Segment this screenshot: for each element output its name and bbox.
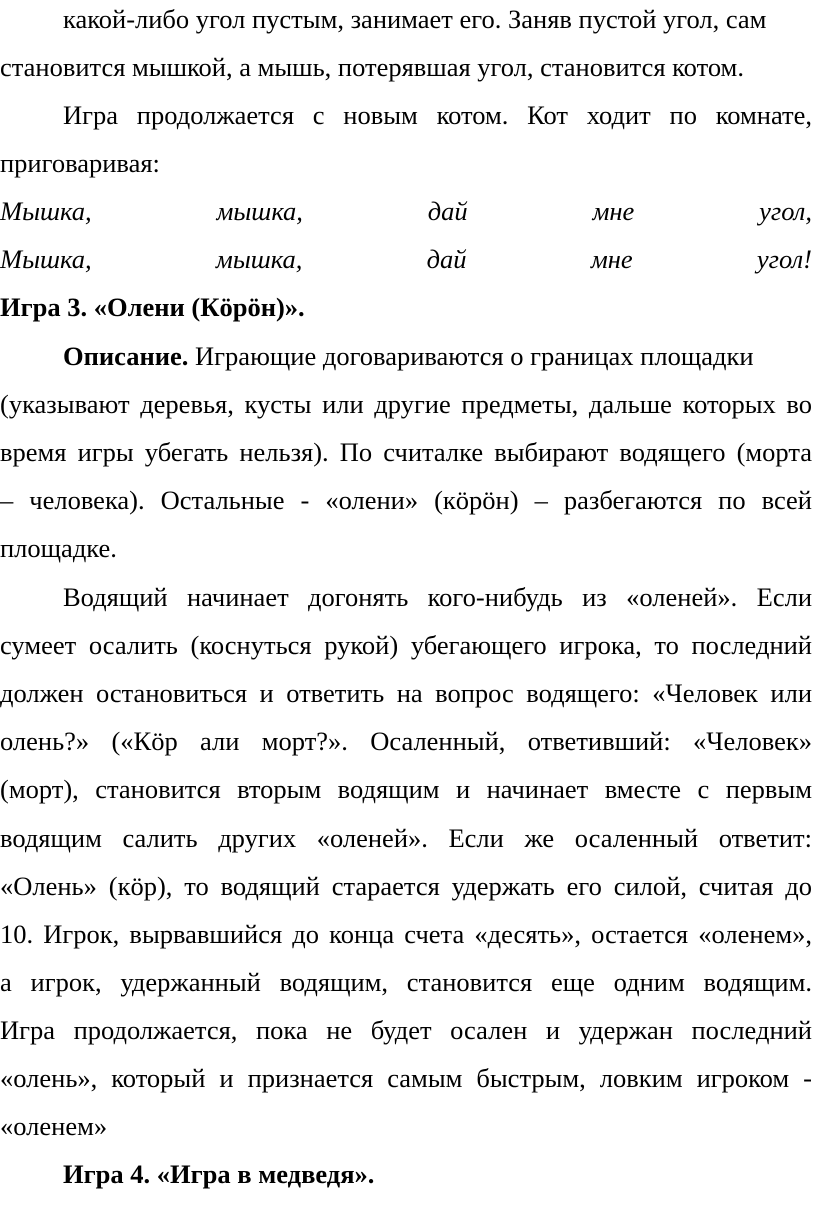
poem-word: Мышка,: [0, 244, 92, 274]
text-line: (морт), становится вторым водящим и начинает вместе с первым: [0, 774, 812, 804]
text-line: водящим салить других «оленей». Если же осаленный ответит:: [0, 823, 812, 853]
poem-word: мышка,: [216, 196, 303, 226]
description-label: Описание.: [63, 341, 189, 371]
text-line: должен остановиться и ответить на вопрос водящего: «Человек или: [0, 678, 812, 708]
poem-word: мне: [590, 244, 633, 274]
poem-word: дай: [426, 244, 467, 274]
text-line: олень?» («Кӧр али морт?». Осаленный, ответивший: «Человек»: [0, 726, 812, 756]
text-line: Игра продолжается с новым котом. Кот ходит по комнате,: [63, 100, 812, 130]
text-line: площадке.: [0, 533, 117, 563]
text-line: «Олень» (кӧр), то водящий старается удержать его силой, считая до: [0, 871, 812, 901]
text-line: время игры убегать нельзя). По считалке выбирают водящего (морта: [0, 437, 812, 467]
poem-word: дай: [427, 196, 468, 226]
text-line: [63, 340, 812, 372]
text-line: «оленем»: [0, 1111, 108, 1141]
text-line: Водящий начинает догонять кого-нибудь из «оленей». Если: [63, 582, 812, 612]
text-line: 10. Игрок, вырвавшийся до конца счета «десять», остается «оленем»,: [0, 919, 812, 949]
text-line: приговаривая:: [0, 148, 160, 178]
text-fragment: Играющие договариваются о границах площадки: [195, 341, 754, 371]
text-line: [63, 3, 812, 35]
poem-word: мышка,: [215, 244, 303, 274]
text-line: (указывают деревья, кусты или другие предметы, дальше которых во: [0, 389, 812, 419]
text-line: «олень», который и признается самым быстрым, ловким игроком -: [0, 1063, 812, 1093]
text-line: – человека). Остальные - «олени» (кӧрӧн) – разбегаются по всей: [0, 485, 812, 515]
section-heading: Игра 4. «Игра в медведя».: [63, 1159, 375, 1189]
poem-word: Мышка,: [0, 196, 92, 226]
poem-word: мне: [592, 196, 635, 226]
text-fragment: какой-либо угол пустым, занимает его. Заняв пустой угол, сам: [63, 4, 767, 34]
poem-line: [0, 243, 812, 275]
poem-word: угол,: [759, 196, 812, 226]
text-line: сумеет осалить (коснуться рукой) убегающего игрока, то последний: [0, 630, 812, 660]
section-heading: Игра 3. «Олени (Кӧрӧн)».: [0, 292, 305, 322]
poem-line: [0, 195, 812, 227]
text-line: становится мышкой, а мышь, потерявшая угол, становится котом.: [0, 52, 744, 82]
text-line: Игра продолжается, пока не будет осален и удержан последний: [0, 1015, 812, 1045]
text-line: а игрок, удержанный водящим, становится еще одним водящим.: [0, 967, 812, 997]
poem-word: угол!: [756, 244, 812, 274]
